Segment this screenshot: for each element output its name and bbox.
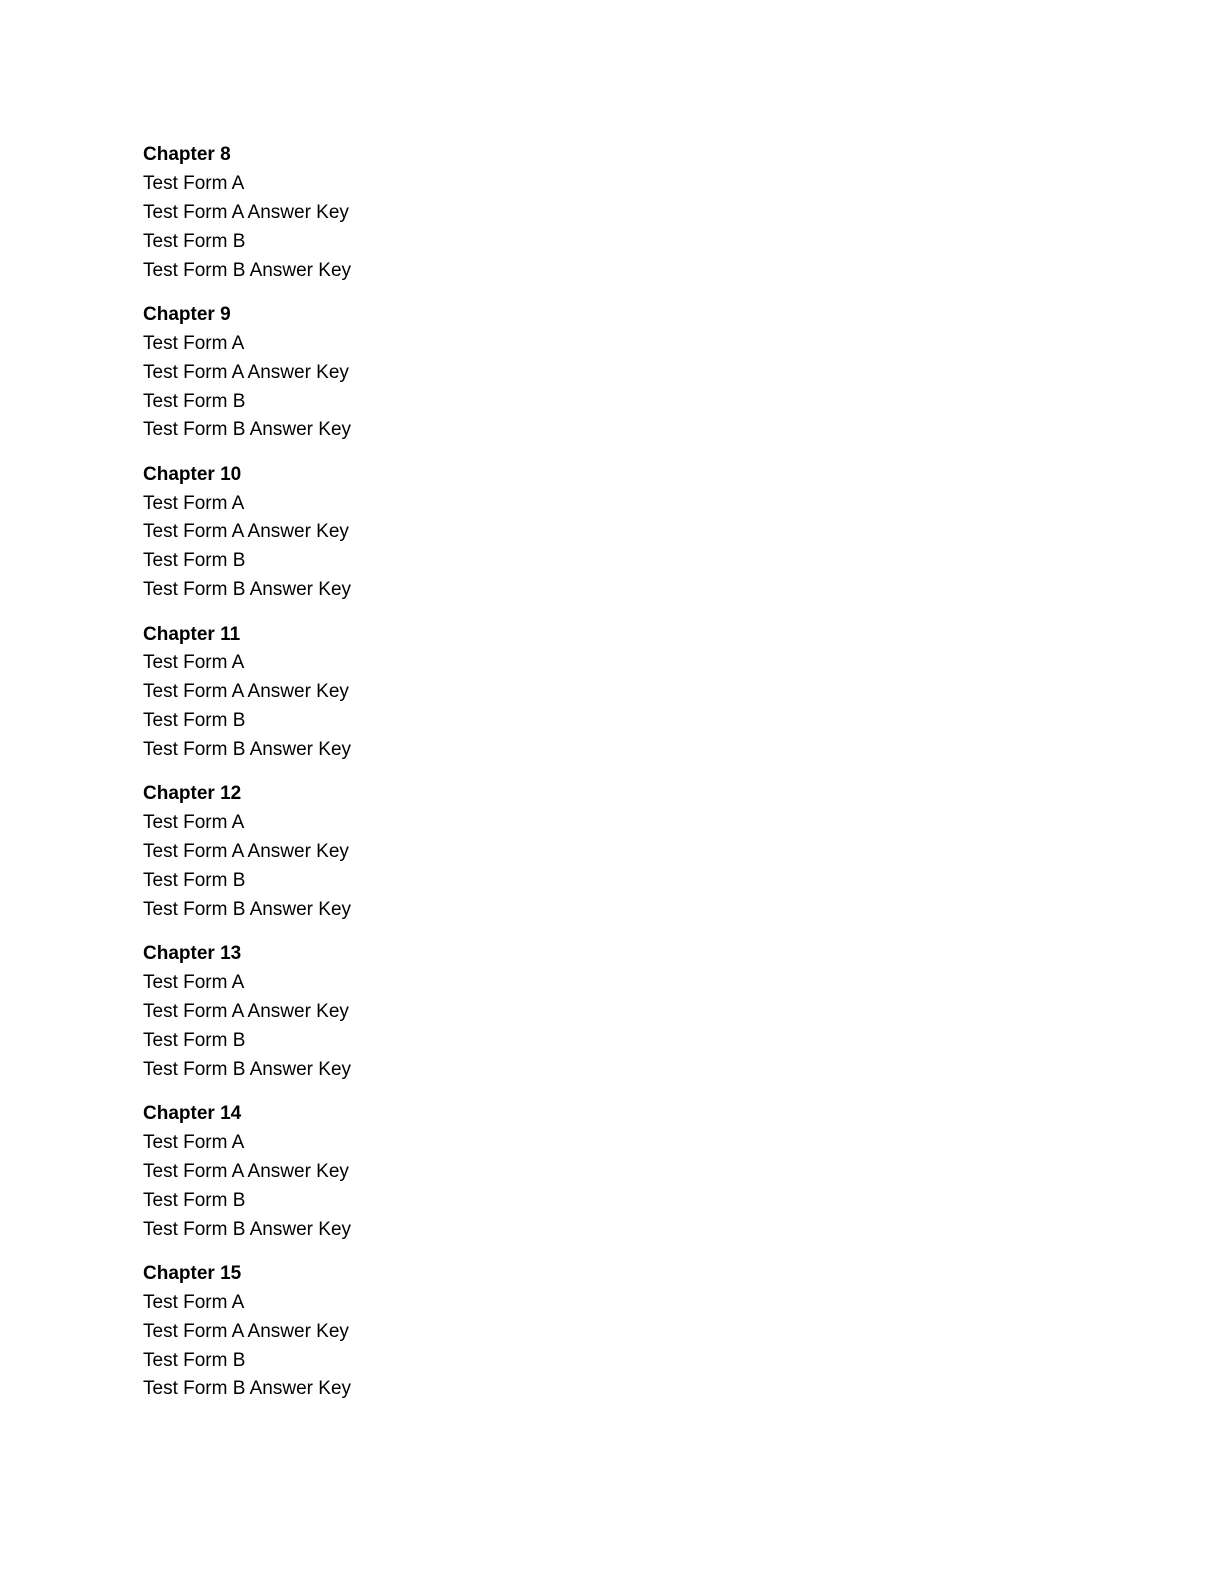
test-form-item: Test Form B Answer Key: [143, 1378, 352, 1400]
test-form-item: Test Form B Answer Key: [143, 1058, 352, 1080]
test-form-item: Test Form A Answer Key: [143, 521, 349, 543]
chapter-section: [143, 940, 743, 1084]
test-form-item: Test Form B: [143, 710, 246, 732]
chapter-section: [143, 301, 743, 445]
test-form-item: Test Form B Answer Key: [143, 1218, 352, 1240]
chapter-section: [143, 1260, 743, 1404]
chapter-title: Chapter 14: [143, 1103, 242, 1125]
test-form-item: Test Form B: [143, 870, 246, 892]
test-form-item: Test Form B: [143, 550, 246, 572]
test-form-item: Test Form A: [143, 332, 245, 354]
test-form-item: Test Form A: [143, 1131, 245, 1153]
test-form-item: Test Form B: [143, 230, 246, 252]
test-form-item: Test Form B: [143, 1349, 246, 1371]
chapter-title: Chapter 10: [143, 463, 242, 485]
test-form-item: Test Form A: [143, 972, 245, 994]
chapter-section: [143, 621, 743, 765]
chapter-section: [143, 461, 743, 605]
chapter-title: Chapter 9: [143, 303, 231, 325]
test-form-item: Test Form A Answer Key: [143, 681, 349, 703]
test-form-item: Test Form B Answer Key: [143, 419, 352, 441]
test-form-item: Test Form A: [143, 172, 245, 194]
test-form-item: Test Form B: [143, 390, 246, 412]
test-form-item: Test Form A Answer Key: [143, 361, 349, 383]
chapter-title: Chapter 15: [143, 1262, 242, 1284]
test-form-item: Test Form A: [143, 492, 245, 514]
test-form-item: Test Form A: [143, 652, 245, 674]
chapter-section: [143, 780, 743, 924]
document-body: [143, 141, 743, 1420]
test-form-item: Test Form A Answer Key: [143, 201, 349, 223]
chapter-title: Chapter 12: [143, 783, 242, 805]
test-form-item: Test Form A: [143, 812, 245, 834]
test-form-item: Test Form A Answer Key: [143, 1320, 349, 1342]
chapter-title: Chapter 13: [143, 943, 242, 965]
test-form-item: Test Form B Answer Key: [143, 259, 352, 281]
chapter-title: Chapter 8: [143, 144, 231, 165]
chapter-section: [143, 1100, 743, 1244]
test-form-item: Test Form A Answer Key: [143, 1160, 349, 1182]
test-form-item: Test Form B Answer Key: [143, 739, 352, 761]
test-form-item: Test Form A Answer Key: [143, 841, 349, 863]
test-form-item: Test Form B Answer Key: [143, 579, 352, 601]
test-form-item: Test Form B: [143, 1029, 246, 1051]
test-form-item: Test Form B: [143, 1189, 246, 1211]
test-form-item: Test Form A Answer Key: [143, 1001, 349, 1022]
test-form-item: Test Form A: [143, 1291, 245, 1313]
chapter-title: Chapter 11: [143, 623, 241, 645]
chapter-section: [143, 141, 743, 285]
test-form-item: Test Form B Answer Key: [143, 898, 352, 920]
